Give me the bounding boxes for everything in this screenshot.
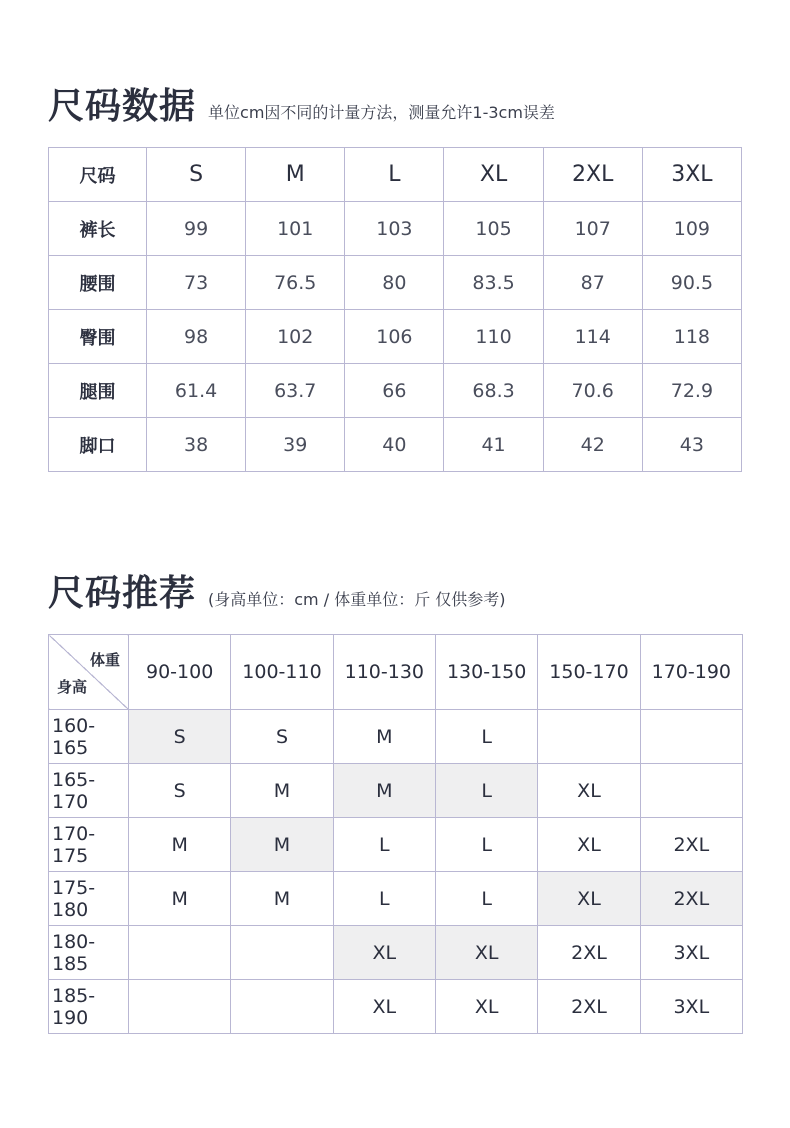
table-cell: 83.5 [444, 256, 543, 310]
table-cell: 61.4 [147, 364, 246, 418]
recommendation-heading [48, 565, 506, 616]
weight-header-row [49, 635, 743, 710]
table-row [49, 256, 742, 310]
recommended-size-cell [231, 926, 333, 980]
measure-label: 腿围 [49, 364, 147, 418]
table-row [49, 364, 742, 418]
recommended-size-cell: S [129, 710, 231, 764]
table-cell: 63.7 [246, 364, 345, 418]
table-row [49, 980, 743, 1034]
size-header-cell: XL [444, 148, 543, 202]
recommended-size-cell: M [231, 818, 333, 872]
table-cell: 107 [543, 202, 642, 256]
table-cell: 42 [543, 418, 642, 472]
table-cell: 80 [345, 256, 444, 310]
recommended-size-cell: 2XL [640, 818, 742, 872]
table-cell: 102 [246, 310, 345, 364]
measure-label: 脚口 [49, 418, 147, 472]
recommended-size-cell [538, 710, 640, 764]
table-cell: 73 [147, 256, 246, 310]
recommended-size-cell: XL [538, 818, 640, 872]
recommended-size-cell [129, 980, 231, 1034]
measure-label: 臀围 [49, 310, 147, 364]
recommended-size-cell: L [435, 818, 537, 872]
height-range-label: 180-185 [49, 926, 129, 980]
weight-range-header: 110-130 [333, 635, 435, 710]
recommended-size-cell: L [435, 710, 537, 764]
table-cell: 109 [642, 202, 741, 256]
table-cell: 43 [642, 418, 741, 472]
table-cell: 40 [345, 418, 444, 472]
recommended-size-cell: 3XL [640, 926, 742, 980]
recommended-size-cell [640, 710, 742, 764]
table-cell: 103 [345, 202, 444, 256]
recommended-size-cell: M [129, 818, 231, 872]
size-data-heading [48, 78, 555, 129]
recommended-size-cell: XL [333, 926, 435, 980]
table-row [49, 872, 743, 926]
measure-label: 腰围 [49, 256, 147, 310]
weight-range-header: 170-190 [640, 635, 742, 710]
height-range-label: 170-175 [49, 818, 129, 872]
table-row [49, 202, 742, 256]
recommended-size-cell: M [333, 710, 435, 764]
size-data-subtitle: 单位cm因不同的计量方法，测量允许1-3cm误差 [208, 103, 555, 122]
size-header-cell: L [345, 148, 444, 202]
size-data-title: 尺码数据 [48, 86, 197, 127]
recommended-size-cell: L [435, 872, 537, 926]
table-cell: 110 [444, 310, 543, 364]
table-row [49, 310, 742, 364]
table-row [49, 926, 743, 980]
weight-range-header: 100-110 [231, 635, 333, 710]
table-cell: 90.5 [642, 256, 741, 310]
recommendation-title: 尺码推荐 [48, 573, 197, 614]
size-header-cell: M [246, 148, 345, 202]
table-cell: 38 [147, 418, 246, 472]
table-row [49, 710, 743, 764]
size-header-row [49, 148, 742, 202]
recommended-size-cell: 3XL [640, 980, 742, 1034]
height-range-label: 185-190 [49, 980, 129, 1034]
recommended-size-cell: L [333, 872, 435, 926]
size-data-table [48, 147, 742, 472]
recommended-size-cell: XL [435, 926, 537, 980]
table-cell: 101 [246, 202, 345, 256]
table-cell: 68.3 [444, 364, 543, 418]
table-cell: 66 [345, 364, 444, 418]
measure-label: 裤长 [49, 202, 147, 256]
size-header-cell: 3XL [642, 148, 741, 202]
height-range-label: 160-165 [49, 710, 129, 764]
recommended-size-cell: 2XL [640, 872, 742, 926]
table-cell: 99 [147, 202, 246, 256]
table-row [49, 764, 743, 818]
size-recommendation-table [48, 634, 743, 1034]
recommended-size-cell: 2XL [538, 926, 640, 980]
table-cell: 98 [147, 310, 246, 364]
height-range-label: 175-180 [49, 872, 129, 926]
recommended-size-cell: XL [538, 872, 640, 926]
diagonal-corner-cell [49, 635, 129, 710]
table-row [49, 418, 742, 472]
table-cell: 39 [246, 418, 345, 472]
table-cell: 105 [444, 202, 543, 256]
table-cell: 72.9 [642, 364, 741, 418]
weight-range-header: 130-150 [435, 635, 537, 710]
recommended-size-cell [231, 980, 333, 1034]
recommended-size-cell: S [129, 764, 231, 818]
recommended-size-cell: L [435, 764, 537, 818]
recommended-size-cell: S [231, 710, 333, 764]
size-header-cell: S [147, 148, 246, 202]
table-cell: 87 [543, 256, 642, 310]
table-cell: 41 [444, 418, 543, 472]
recommended-size-cell [640, 764, 742, 818]
recommendation-subtitle: (身高单位：cm / 体重单位：斤 仅供参考) [208, 590, 506, 609]
recommended-size-cell: M [231, 764, 333, 818]
recommended-size-cell: 2XL [538, 980, 640, 1034]
recommended-size-cell: XL [435, 980, 537, 1034]
recommended-size-cell: XL [333, 980, 435, 1034]
recommended-size-cell: M [231, 872, 333, 926]
table-cell: 114 [543, 310, 642, 364]
table-cell: 106 [345, 310, 444, 364]
table-cell: 118 [642, 310, 741, 364]
size-corner-label: 尺码 [49, 148, 147, 202]
recommended-size-cell: XL [538, 764, 640, 818]
height-range-label: 165-170 [49, 764, 129, 818]
table-cell: 70.6 [543, 364, 642, 418]
recommended-size-cell: L [333, 818, 435, 872]
size-header-cell: 2XL [543, 148, 642, 202]
height-axis-label: 身高 [57, 678, 88, 696]
weight-axis-label: 体重 [89, 651, 120, 669]
recommended-size-cell: M [333, 764, 435, 818]
recommended-size-cell [129, 926, 231, 980]
weight-range-header: 90-100 [129, 635, 231, 710]
recommended-size-cell: M [129, 872, 231, 926]
table-row [49, 818, 743, 872]
table-cell: 76.5 [246, 256, 345, 310]
weight-range-header: 150-170 [538, 635, 640, 710]
